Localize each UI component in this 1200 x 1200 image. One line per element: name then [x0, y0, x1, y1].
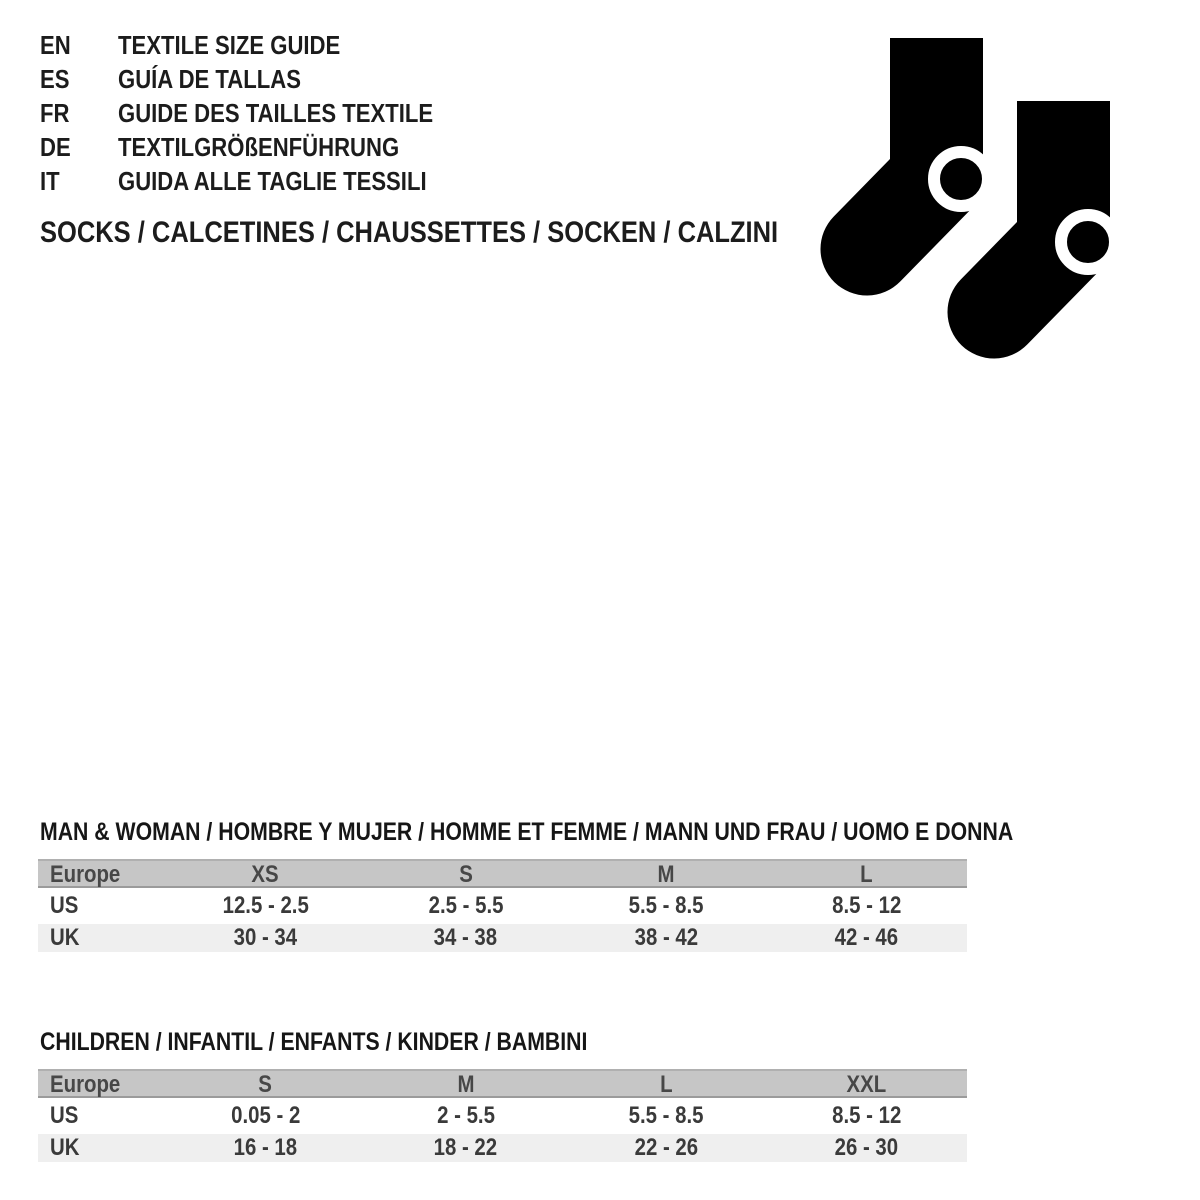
language-row-en: [40, 28, 489, 62]
data-cell: 42 - 46: [834, 924, 899, 951]
data-cell: 12.5 - 2.5: [222, 891, 309, 919]
table-row-uk: [38, 924, 967, 952]
header-cell-region: Europe: [50, 1071, 121, 1098]
category-line-text: SOCKS / CALCETINES / CHAUSSETTES / SOCKEN / CALZINI: [40, 216, 779, 249]
language-row-es: [40, 62, 489, 96]
table-header-row: [38, 859, 967, 888]
children-size-table: [38, 1028, 967, 1162]
socks-icon: [812, 35, 1124, 362]
language-label: TEXTILGRÖßENFÜHRUNG: [118, 132, 400, 162]
row-label-cell: US: [50, 891, 79, 919]
language-row-de: [40, 130, 489, 164]
header-cell: S: [458, 861, 473, 888]
table-title: CHILDREN / INFANTIL / ENFANTS / KINDER / BAMBINI: [40, 1028, 588, 1056]
language-label: GUIDA ALLE TAGLIE TESSILI: [118, 166, 427, 196]
data-cell: 5.5 - 8.5: [628, 891, 704, 919]
header-cell: M: [457, 1071, 475, 1098]
header-cell: L: [660, 1071, 673, 1098]
header-cell: S: [258, 1071, 273, 1098]
language-label: TEXTILE SIZE GUIDE: [118, 30, 341, 60]
language-row-fr: [40, 96, 489, 130]
header-cell: L: [860, 861, 873, 888]
header-cell: M: [657, 861, 675, 888]
language-code: EN: [40, 30, 71, 60]
table-row-us: [38, 1101, 967, 1130]
data-cell: 22 - 26: [634, 1134, 699, 1161]
category-line: [40, 216, 908, 250]
language-list: [40, 28, 489, 198]
table-row-us: [38, 891, 967, 920]
data-cell: 8.5 - 12: [832, 891, 902, 919]
data-cell: 0.05 - 2: [230, 1101, 300, 1129]
row-label-cell: UK: [50, 924, 80, 951]
data-cell: 2.5 - 5.5: [428, 891, 504, 919]
language-label: GUIDE DES TAILLES TEXTILE: [118, 98, 434, 128]
data-cell: 18 - 22: [433, 1134, 498, 1161]
header-cell: XS: [251, 861, 279, 888]
header-cell-region: Europe: [50, 861, 121, 888]
table-title: MAN & WOMAN / HOMBRE Y MUJER / HOMME ET FEMME / MANN UND FRAU / UOMO E DONNA: [40, 818, 1014, 846]
language-row-it: [40, 164, 489, 198]
data-cell: 38 - 42: [634, 924, 699, 951]
language-code: DE: [40, 132, 71, 162]
data-cell: 2 - 5.5: [436, 1101, 495, 1129]
row-label-cell: UK: [50, 1134, 80, 1161]
data-cell: 8.5 - 12: [832, 1101, 902, 1129]
language-label: GUÍA DE TALLAS: [118, 64, 301, 94]
language-code: ES: [40, 64, 70, 94]
table-row-uk: [38, 1134, 967, 1162]
data-cell: 30 - 34: [233, 924, 298, 951]
header-cell: XXL: [846, 1071, 887, 1098]
row-label-cell: US: [50, 1101, 79, 1129]
data-cell: 16 - 18: [233, 1134, 298, 1161]
language-code: IT: [40, 166, 60, 196]
man-woman-size-table: [38, 818, 1014, 952]
data-cell: 26 - 30: [834, 1134, 899, 1161]
language-code: FR: [40, 98, 70, 128]
table-header-row: [38, 1069, 967, 1098]
data-cell: 34 - 38: [433, 924, 498, 951]
data-cell: 5.5 - 8.5: [628, 1101, 704, 1129]
